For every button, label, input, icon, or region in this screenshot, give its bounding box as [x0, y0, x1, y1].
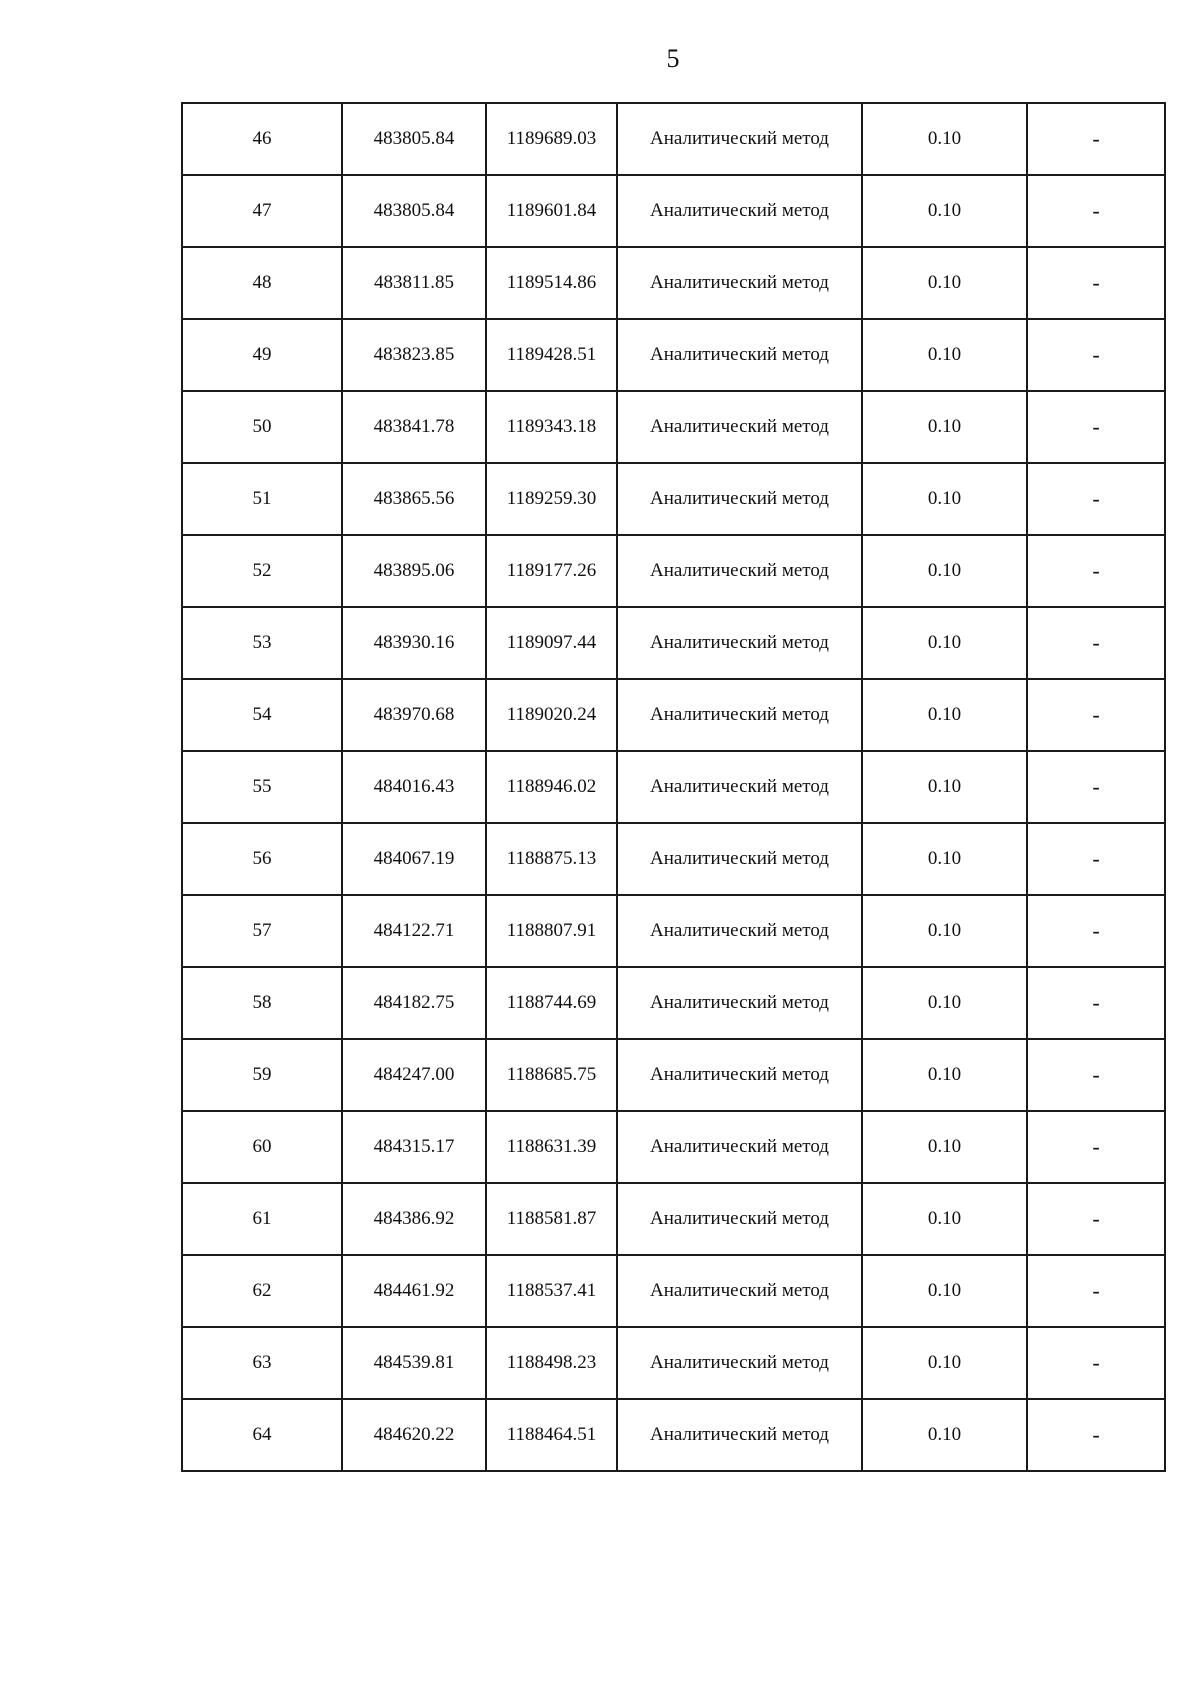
- description-cell: -: [1027, 751, 1165, 823]
- description-cell: -: [1027, 103, 1165, 175]
- point-number-cell: 58: [182, 967, 342, 1039]
- point-number-cell: 53: [182, 607, 342, 679]
- y-coordinate-cell: 1189601.84: [486, 175, 617, 247]
- description-cell: -: [1027, 1039, 1165, 1111]
- point-number-cell: 50: [182, 391, 342, 463]
- x-coordinate-cell: 483930.16: [342, 607, 486, 679]
- method-cell: Аналитический метод: [617, 967, 862, 1039]
- description-cell: -: [1027, 1183, 1165, 1255]
- x-coordinate-cell: 483811.85: [342, 247, 486, 319]
- x-coordinate-cell: 483841.78: [342, 391, 486, 463]
- description-cell: -: [1027, 1255, 1165, 1327]
- point-number-cell: 56: [182, 823, 342, 895]
- description-cell: -: [1027, 895, 1165, 967]
- table-row: [182, 1327, 1165, 1399]
- point-number-cell: 61: [182, 1183, 342, 1255]
- table-row: [182, 247, 1165, 319]
- description-cell: -: [1027, 1399, 1165, 1471]
- x-coordinate-cell: 483865.56: [342, 463, 486, 535]
- error-value-cell: 0.10: [862, 1039, 1027, 1111]
- y-coordinate-cell: 1188581.87: [486, 1183, 617, 1255]
- error-value-cell: 0.10: [862, 175, 1027, 247]
- x-coordinate-cell: 484067.19: [342, 823, 486, 895]
- error-value-cell: 0.10: [862, 895, 1027, 967]
- method-cell: Аналитический метод: [617, 1399, 862, 1471]
- x-coordinate-cell: 484016.43: [342, 751, 486, 823]
- y-coordinate-cell: 1188631.39: [486, 1111, 617, 1183]
- error-value-cell: 0.10: [862, 823, 1027, 895]
- x-coordinate-cell: 483970.68: [342, 679, 486, 751]
- method-cell: Аналитический метод: [617, 607, 862, 679]
- method-cell: Аналитический метод: [617, 1111, 862, 1183]
- x-coordinate-cell: 484122.71: [342, 895, 486, 967]
- error-value-cell: 0.10: [862, 1327, 1027, 1399]
- error-value-cell: 0.10: [862, 1399, 1027, 1471]
- table-row: [182, 967, 1165, 1039]
- table-row: [182, 535, 1165, 607]
- table-row: [182, 391, 1165, 463]
- table-row: [182, 751, 1165, 823]
- point-number-cell: 47: [182, 175, 342, 247]
- point-number-cell: 49: [182, 319, 342, 391]
- method-cell: Аналитический метод: [617, 679, 862, 751]
- table-row: [182, 679, 1165, 751]
- table-row: [182, 607, 1165, 679]
- y-coordinate-cell: 1188946.02: [486, 751, 617, 823]
- description-cell: -: [1027, 535, 1165, 607]
- point-number-cell: 62: [182, 1255, 342, 1327]
- point-number-cell: 55: [182, 751, 342, 823]
- x-coordinate-cell: 483805.84: [342, 103, 486, 175]
- error-value-cell: 0.10: [862, 535, 1027, 607]
- method-cell: Аналитический метод: [617, 247, 862, 319]
- point-number-cell: 51: [182, 463, 342, 535]
- table-row: [182, 463, 1165, 535]
- y-coordinate-cell: 1188498.23: [486, 1327, 617, 1399]
- y-coordinate-cell: 1188875.13: [486, 823, 617, 895]
- y-coordinate-cell: 1189259.30: [486, 463, 617, 535]
- coordinates-table-body: [182, 103, 1165, 1471]
- x-coordinate-cell: 484539.81: [342, 1327, 486, 1399]
- table-row: [182, 103, 1165, 175]
- table-row: [182, 1039, 1165, 1111]
- method-cell: Аналитический метод: [617, 895, 862, 967]
- error-value-cell: 0.10: [862, 319, 1027, 391]
- method-cell: Аналитический метод: [617, 463, 862, 535]
- x-coordinate-cell: 484315.17: [342, 1111, 486, 1183]
- table-row: [182, 1183, 1165, 1255]
- coordinates-table: [181, 102, 1166, 1472]
- error-value-cell: 0.10: [862, 607, 1027, 679]
- error-value-cell: 0.10: [862, 1255, 1027, 1327]
- point-number-cell: 52: [182, 535, 342, 607]
- point-number-cell: 57: [182, 895, 342, 967]
- description-cell: -: [1027, 679, 1165, 751]
- error-value-cell: 0.10: [862, 751, 1027, 823]
- x-coordinate-cell: 483823.85: [342, 319, 486, 391]
- table-row: [182, 1111, 1165, 1183]
- y-coordinate-cell: 1189020.24: [486, 679, 617, 751]
- description-cell: -: [1027, 391, 1165, 463]
- description-cell: -: [1027, 175, 1165, 247]
- method-cell: Аналитический метод: [617, 823, 862, 895]
- point-number-cell: 46: [182, 103, 342, 175]
- y-coordinate-cell: 1189343.18: [486, 391, 617, 463]
- method-cell: Аналитический метод: [617, 103, 862, 175]
- description-cell: -: [1027, 967, 1165, 1039]
- table-row: [182, 1399, 1165, 1471]
- x-coordinate-cell: 484247.00: [342, 1039, 486, 1111]
- method-cell: Аналитический метод: [617, 1183, 862, 1255]
- y-coordinate-cell: 1189428.51: [486, 319, 617, 391]
- y-coordinate-cell: 1189689.03: [486, 103, 617, 175]
- method-cell: Аналитический метод: [617, 1039, 862, 1111]
- point-number-cell: 54: [182, 679, 342, 751]
- description-cell: -: [1027, 1327, 1165, 1399]
- description-cell: -: [1027, 247, 1165, 319]
- description-cell: -: [1027, 1111, 1165, 1183]
- y-coordinate-cell: 1189097.44: [486, 607, 617, 679]
- method-cell: Аналитический метод: [617, 751, 862, 823]
- y-coordinate-cell: 1188464.51: [486, 1399, 617, 1471]
- y-coordinate-cell: 1188807.91: [486, 895, 617, 967]
- method-cell: Аналитический метод: [617, 391, 862, 463]
- y-coordinate-cell: 1188537.41: [486, 1255, 617, 1327]
- error-value-cell: 0.10: [862, 103, 1027, 175]
- point-number-cell: 48: [182, 247, 342, 319]
- point-number-cell: 63: [182, 1327, 342, 1399]
- x-coordinate-cell: 484620.22: [342, 1399, 486, 1471]
- error-value-cell: 0.10: [862, 967, 1027, 1039]
- method-cell: Аналитический метод: [617, 175, 862, 247]
- error-value-cell: 0.10: [862, 247, 1027, 319]
- description-cell: -: [1027, 463, 1165, 535]
- description-cell: -: [1027, 607, 1165, 679]
- table-row: [182, 895, 1165, 967]
- y-coordinate-cell: 1188744.69: [486, 967, 617, 1039]
- y-coordinate-cell: 1189177.26: [486, 535, 617, 607]
- x-coordinate-cell: 484386.92: [342, 1183, 486, 1255]
- error-value-cell: 0.10: [862, 1183, 1027, 1255]
- error-value-cell: 0.10: [862, 679, 1027, 751]
- table-row: [182, 1255, 1165, 1327]
- y-coordinate-cell: 1189514.86: [486, 247, 617, 319]
- error-value-cell: 0.10: [862, 391, 1027, 463]
- y-coordinate-cell: 1188685.75: [486, 1039, 617, 1111]
- x-coordinate-cell: 483895.06: [342, 535, 486, 607]
- table-row: [182, 319, 1165, 391]
- description-cell: -: [1027, 823, 1165, 895]
- x-coordinate-cell: 484182.75: [342, 967, 486, 1039]
- point-number-cell: 59: [182, 1039, 342, 1111]
- method-cell: Аналитический метод: [617, 1327, 862, 1399]
- method-cell: Аналитический метод: [617, 535, 862, 607]
- method-cell: Аналитический метод: [617, 1255, 862, 1327]
- method-cell: Аналитический метод: [617, 319, 862, 391]
- page-number: 5: [666, 44, 680, 73]
- x-coordinate-cell: 484461.92: [342, 1255, 486, 1327]
- point-number-cell: 64: [182, 1399, 342, 1471]
- table-row: [182, 175, 1165, 247]
- error-value-cell: 0.10: [862, 463, 1027, 535]
- error-value-cell: 0.10: [862, 1111, 1027, 1183]
- x-coordinate-cell: 483805.84: [342, 175, 486, 247]
- table-row: [182, 823, 1165, 895]
- point-number-cell: 60: [182, 1111, 342, 1183]
- description-cell: -: [1027, 319, 1165, 391]
